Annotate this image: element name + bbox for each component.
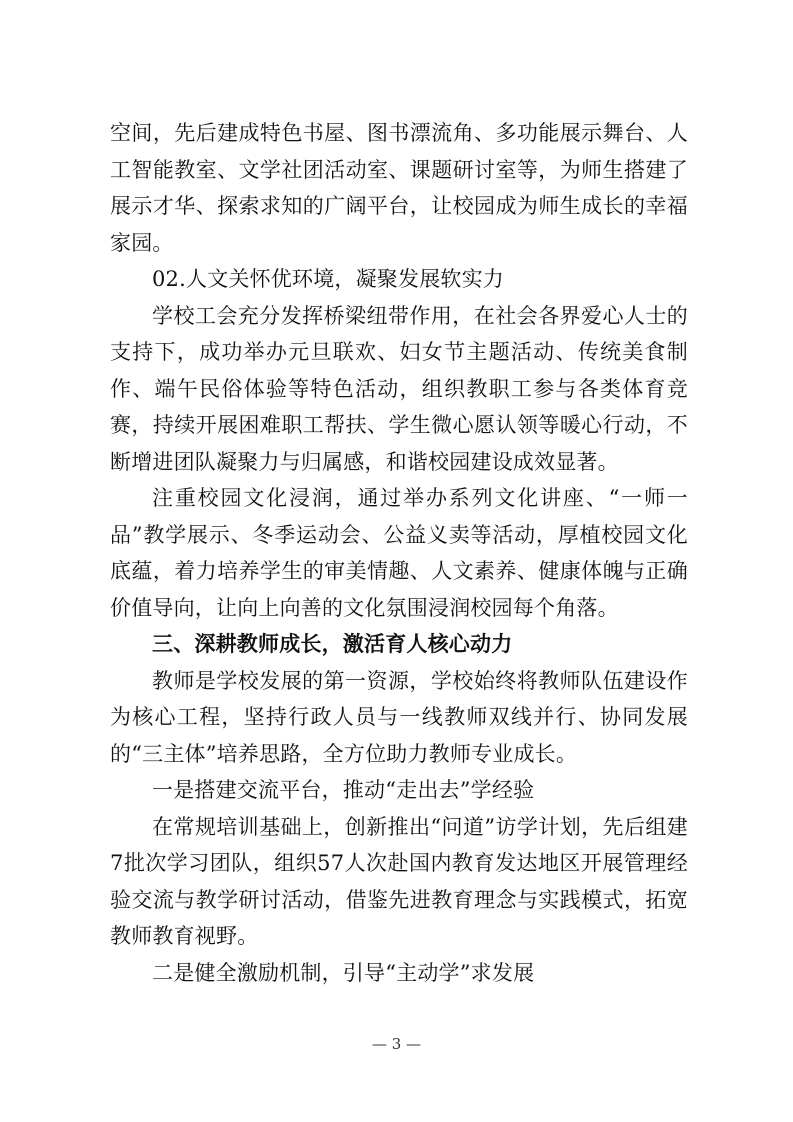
section-heading-teacher-growth: 三、深耕教师成长，激活育人核心动力 [152, 631, 513, 656]
paragraph-teacher-resource: 教师是学校发展的第一资源，学校始终将教师队伍建设作为核心工程，坚持行政人员与一线教师双线并行、协同发展的“三主体”培养思路，全方位助力教师专业成长。 [110, 668, 688, 766]
document-page [110, 115, 688, 991]
subheading-humanistic-care: 02.人文关怀优环境，凝聚发展软实力 [152, 267, 504, 291]
paragraph-campus-culture: 注重校园文化浸润，通过举办系列文化讲座、“一师一品”教学展示、冬季运动会、公益义卖等活动，厚植校园文化底蕴，着力培养学生的审美情趣、人文素养、健康体魄与正确价值导向，让向上向善的文化氛围浸润校园每个角落。 [110, 486, 688, 620]
point-text-second: 健全激励机制，引导“主动学”求发展 [194, 960, 535, 985]
subheading-first-point [110, 772, 688, 809]
paragraph-trade-union: 学校工会充分发挥桥梁纽带作用，在社会各界爱心人士的支持下，成功举办元旦联欢、妇女节主题活动、传统美食制作、端午民俗体验等特色活动，组织教职工参与各类体育竞赛，持续开展困难职工帮扶、学生微心愿认领等暖心行动，不断增进团队凝聚力与归属感，和谐校园建设成效显著。 [110, 303, 688, 474]
subheading-second-point [110, 955, 688, 992]
point-text-first: 搭建交流平台，推动“走出去”学经验 [194, 778, 535, 802]
paragraph-campus-space: 空间，先后建成特色书屋、图书漂流角、多功能展示舞台、人工智能教室、文学社团活动室、课题研讨室等，为师生搭建了展示才华、探索求知的广阔平台，让校园成为师生成长的幸福家园。 [110, 121, 688, 255]
point-lead-second: 二是 [152, 960, 195, 985]
page-number: — 3 — [371, 1035, 422, 1053]
point-lead-first: 一是 [152, 778, 195, 802]
paragraph-visiting-study: 在常规培训基础上，创新推出“问道”访学计划，先后组建7批次学习团队，组织57人次赴国内教育发达地区开展管理经验交流与教学研讨活动，借鉴先进教育理念与实践模式，拓宽教师教育视野。 [110, 814, 688, 948]
